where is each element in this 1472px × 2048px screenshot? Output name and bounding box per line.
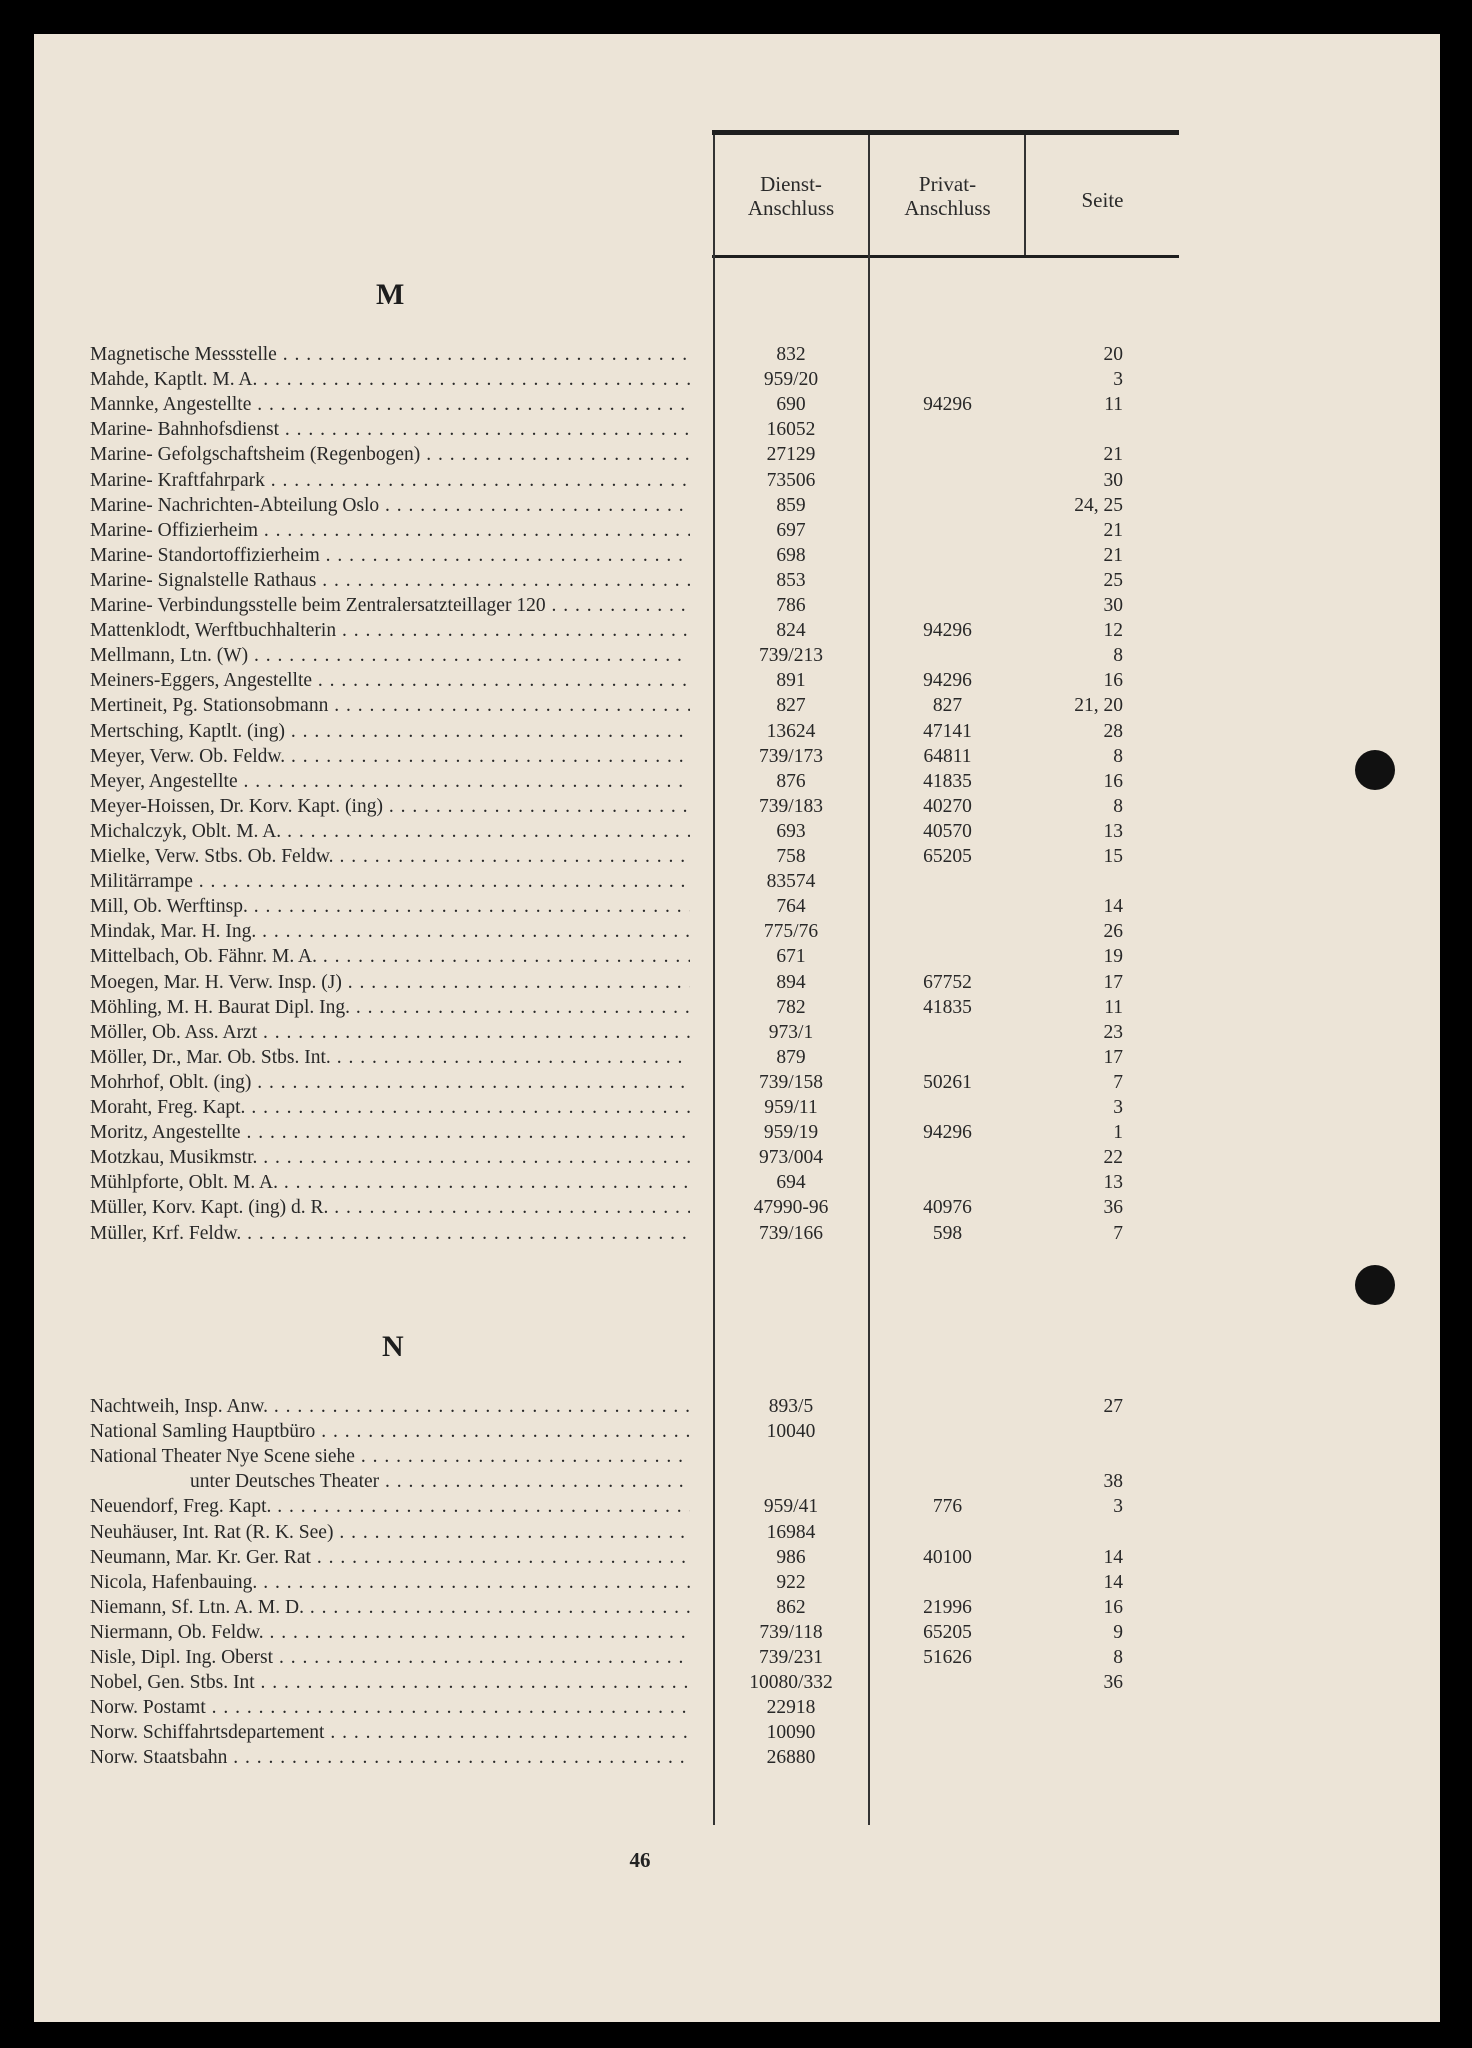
table-row xyxy=(0,1120,1472,1145)
seite-number: 21 xyxy=(1103,444,1123,466)
privat-number: 65205 xyxy=(923,1621,972,1643)
dienst-number: 694 xyxy=(776,1172,806,1194)
entry-name: Müller, Korv. Kapt. (ing) d. R. . . . xyxy=(90,1195,690,1220)
table-row xyxy=(0,1620,1472,1645)
seite-number: 36 xyxy=(1103,1672,1123,1694)
entry-name: Moegen, Mar. H. Verw. Insp. (J) . . . xyxy=(90,970,690,995)
privat-number: 94296 xyxy=(923,670,972,692)
table-row xyxy=(0,518,1472,543)
dienst-number: 859 xyxy=(776,494,806,516)
seite-number: 16 xyxy=(1103,770,1123,792)
dienst-number: 73506 xyxy=(766,469,816,491)
entry-name: Norw. Staatsbahn . . . xyxy=(90,1745,690,1770)
privat-number: 65205 xyxy=(923,846,972,867)
table-row xyxy=(0,593,1472,618)
table-row xyxy=(0,1195,1472,1220)
table-row xyxy=(0,1645,1472,1670)
dienst-number: 824 xyxy=(776,620,806,642)
seite-number: 36 xyxy=(1103,1197,1123,1219)
table-row xyxy=(0,643,1472,668)
dienst-number: 891 xyxy=(776,670,806,692)
dienst-number: 22918 xyxy=(766,1697,816,1719)
dienst-number: 786 xyxy=(776,595,806,616)
seite-number: 38 xyxy=(1103,1471,1123,1493)
entry-name: Michalczyk, Oblt. M. A. . . . xyxy=(90,819,690,844)
entry-name: Motzkau, Musikmstr. . . . xyxy=(90,1145,690,1170)
seite-number: 3 xyxy=(1113,1496,1123,1518)
seite-number: 17 xyxy=(1103,971,1123,993)
dienst-number: 959/11 xyxy=(764,1097,818,1118)
dienst-number: 10090 xyxy=(766,1722,816,1744)
entry-name: Mannke, Angestellte . . . xyxy=(90,392,690,417)
table-row xyxy=(0,668,1472,693)
privat-number: 64811 xyxy=(923,745,972,767)
dienst-number: 739/183 xyxy=(759,795,823,817)
table-row xyxy=(0,1670,1472,1695)
seite-number: 21, 20 xyxy=(1074,695,1123,717)
privat-number: 41835 xyxy=(923,996,972,1018)
dienst-number: 973/004 xyxy=(759,1147,823,1169)
entry-name: Neuhäuser, Int. Rat (R. K. See) . . . xyxy=(90,1520,690,1545)
dienst-number: 690 xyxy=(776,394,806,416)
entry-name: Militärrampe . . . xyxy=(90,869,690,894)
dienst-number: 959/20 xyxy=(763,369,819,391)
seite-number: 8 xyxy=(1113,795,1123,817)
entry-name: Magnetische Messstelle . . . xyxy=(90,342,690,367)
dienst-column-header-text: Dienst- Anschluss xyxy=(747,172,835,220)
entry-name: Nisle, Dipl. Ing. Oberst . . . xyxy=(90,1645,690,1670)
table-row xyxy=(0,944,1472,969)
entry-name: Mielke, Verw. Stbs. Ob. Feldw. . . . xyxy=(90,844,690,869)
dienst-number: 758 xyxy=(776,846,806,867)
table-row xyxy=(0,794,1472,819)
entry-name: Mittelbach, Ob. Fähnr. M. A. . . . xyxy=(90,944,690,969)
table-row xyxy=(0,1045,1472,1070)
table-row xyxy=(0,1020,1472,1045)
table-row xyxy=(0,493,1472,518)
dienst-number: 973/1 xyxy=(768,1021,814,1043)
entry-name: Neuendorf, Freg. Kapt. . . . xyxy=(90,1494,690,1519)
privat-number: 40270 xyxy=(923,795,972,817)
seite-column-header-text: Seite xyxy=(1081,188,1124,212)
table-row xyxy=(0,1419,1472,1444)
seite-number: 22 xyxy=(1103,1147,1123,1169)
seite-number: 14 xyxy=(1103,1571,1123,1593)
table-row xyxy=(0,769,1472,794)
dienst-number: 879 xyxy=(776,1046,806,1068)
seite-number: 7 xyxy=(1113,1071,1123,1093)
privat-number: 827 xyxy=(932,695,963,717)
table-row xyxy=(0,1745,1472,1770)
entry-name: Meyer-Hoissen, Dr. Korv. Kapt. (ing) . . . xyxy=(90,794,690,819)
dienst-number: 827 xyxy=(776,695,806,717)
dienst-number: 16984 xyxy=(766,1521,816,1543)
dienst-number: 697 xyxy=(776,519,806,541)
privat-number: 41835 xyxy=(923,770,972,792)
table-row xyxy=(0,1695,1472,1720)
entry-name: Moraht, Freg. Kapt. . . . xyxy=(90,1095,690,1120)
table-row xyxy=(0,919,1472,944)
table-row xyxy=(0,468,1472,493)
seite-number: 8 xyxy=(1113,745,1123,767)
seite-number: 15 xyxy=(1103,846,1123,867)
dienst-number: 775/76 xyxy=(763,921,819,943)
table-row xyxy=(0,1494,1472,1519)
seite-number: 30 xyxy=(1103,469,1123,491)
seite-number: 26 xyxy=(1103,921,1123,943)
seite-number: 17 xyxy=(1103,1046,1123,1068)
seite-number: 21 xyxy=(1103,544,1123,566)
privat-column-header-text: Privat- Anschluss xyxy=(904,172,991,220)
dienst-number: 26880 xyxy=(766,1747,816,1769)
seite-number: 14 xyxy=(1103,1546,1123,1568)
seite-number: 24, 25 xyxy=(1074,494,1123,516)
entry-name: Meyer, Verw. Ob. Feldw. . . . xyxy=(90,744,690,769)
privat-number: 40976 xyxy=(923,1197,972,1219)
entry-name: Marine- Offizierheim . . . xyxy=(90,518,690,543)
seite-number: 30 xyxy=(1103,595,1123,616)
dienst-number: 959/19 xyxy=(763,1122,819,1144)
dienst-number: 862 xyxy=(776,1596,806,1618)
table-row xyxy=(0,442,1472,467)
table-row xyxy=(0,1570,1472,1595)
dienst-number: 13624 xyxy=(766,720,816,742)
dienst-number: 782 xyxy=(776,996,806,1018)
table-row xyxy=(0,342,1472,367)
seite-number: 11 xyxy=(1104,394,1123,416)
table-row xyxy=(0,693,1472,718)
dienst-number: 876 xyxy=(776,770,806,792)
entry-name: Mahde, Kaptlt. M. A. . . . xyxy=(90,367,690,392)
entry-name: Norw. Postamt . . . xyxy=(90,1695,690,1720)
seite-number: 11 xyxy=(1104,996,1123,1018)
dienst-number: 83574 xyxy=(766,871,816,893)
table-row xyxy=(0,1145,1472,1170)
table-row xyxy=(0,1545,1472,1570)
privat-number: 67752 xyxy=(923,971,972,993)
table-row xyxy=(0,819,1472,844)
privat-number: 94296 xyxy=(923,1122,972,1144)
dienst-number: 693 xyxy=(776,820,806,842)
entry-name: Marine- Signalstelle Rathaus . . . xyxy=(90,568,690,593)
entry-name: Nachtweih, Insp. Anw. . . . xyxy=(90,1394,690,1419)
entry-name: unter Deutsches Theater . . . xyxy=(190,1469,690,1494)
table-row xyxy=(0,568,1472,593)
dienst-number: 739/166 xyxy=(759,1222,823,1244)
table-row xyxy=(0,1520,1472,1545)
dienst-number: 764 xyxy=(776,896,806,918)
header-top-rule xyxy=(712,130,1179,135)
seite-number: 12 xyxy=(1103,620,1123,642)
dienst-number: 47990-96 xyxy=(753,1197,829,1219)
entry-name: National Theater Nye Scene siehe . . . xyxy=(90,1444,690,1469)
entry-name: National Samling Hauptbüro . . . xyxy=(90,1419,690,1444)
dienst-number: 739/173 xyxy=(759,745,823,767)
entry-name: Mühlpforte, Oblt. M. A. . . . xyxy=(90,1170,690,1195)
seite-number: 1 xyxy=(1113,1122,1123,1144)
privat-number: 50261 xyxy=(923,1071,972,1093)
dienst-number: 853 xyxy=(776,569,806,591)
seite-column-header xyxy=(1030,188,1175,212)
seite-number: 21 xyxy=(1103,519,1123,541)
entry-name: Niermann, Ob. Feldw. . . . xyxy=(90,1620,690,1645)
entry-name: Mertsching, Kaptlt. (ing) . . . xyxy=(90,719,690,744)
entry-name: Nicola, Hafenbauing. . . . xyxy=(90,1570,690,1595)
dienst-number: 832 xyxy=(776,344,806,365)
entry-name: Marine- Kraftfahrpark . . . xyxy=(90,468,690,493)
dienst-column-header xyxy=(716,172,866,220)
dienst-number: 10040 xyxy=(766,1421,816,1443)
entry-name: Neumann, Mar. Kr. Ger. Rat . . . xyxy=(90,1545,690,1570)
entry-name: Niemann, Sf. Ltn. A. M. D. . . . xyxy=(90,1595,690,1620)
entry-name: Marine- Verbindungsstelle beim Zentralersatzteillager 120 . . . xyxy=(90,593,690,618)
table-row xyxy=(0,995,1472,1020)
dienst-number: 739/118 xyxy=(759,1621,823,1643)
entry-name: Mindak, Mar. H. Ing. . . . xyxy=(90,919,690,944)
dienst-number: 894 xyxy=(776,971,806,993)
privat-number: 94296 xyxy=(923,394,972,416)
table-row xyxy=(0,744,1472,769)
table-row xyxy=(0,543,1472,568)
section-letter-n: N xyxy=(382,1330,404,1363)
table-row xyxy=(0,970,1472,995)
table-row xyxy=(0,1469,1472,1494)
seite-number: 13 xyxy=(1103,820,1123,842)
table-row xyxy=(0,1095,1472,1120)
table-row xyxy=(0,1221,1472,1246)
entry-name: Meiners-Eggers, Angestellte . . . xyxy=(90,668,690,693)
seite-number: 3 xyxy=(1113,1097,1123,1118)
table-row xyxy=(0,392,1472,417)
table-row xyxy=(0,1394,1472,1419)
seite-number: 3 xyxy=(1113,369,1123,391)
seite-number: 27 xyxy=(1103,1396,1123,1417)
entry-name: Meyer, Angestellte . . . xyxy=(90,769,690,794)
privat-number: 776 xyxy=(932,1496,963,1518)
privat-number: 94296 xyxy=(923,620,972,642)
seite-number: 25 xyxy=(1103,569,1123,591)
dienst-number: 959/41 xyxy=(763,1496,819,1518)
dienst-number: 698 xyxy=(776,544,806,566)
table-row xyxy=(0,367,1472,392)
seite-number: 16 xyxy=(1103,670,1123,692)
privat-number: 40100 xyxy=(923,1546,972,1568)
seite-number: 20 xyxy=(1103,344,1123,365)
dienst-number: 16052 xyxy=(766,419,816,441)
entry-name: Nobel, Gen. Stbs. Int . . . xyxy=(90,1670,690,1695)
entry-name: Mellmann, Ltn. (W) . . . xyxy=(90,643,690,668)
dienst-number: 671 xyxy=(776,946,806,968)
entry-name: Möller, Ob. Ass. Arzt . . . xyxy=(90,1020,690,1045)
header-bottom-rule xyxy=(712,255,1179,258)
privat-number: 21996 xyxy=(923,1596,972,1618)
seite-number: 19 xyxy=(1103,946,1123,968)
table-row xyxy=(0,894,1472,919)
table-row xyxy=(0,719,1472,744)
entry-name: Müller, Krf. Feldw. . . . xyxy=(90,1221,690,1246)
punch-hole-upper xyxy=(1355,750,1395,790)
privat-number: 51626 xyxy=(923,1647,972,1668)
entry-name: Mill, Ob. Werftinsp. . . . xyxy=(90,894,690,919)
entry-name: Marine- Standortoffizierheim . . . xyxy=(90,543,690,568)
dienst-number: 10080/332 xyxy=(749,1672,833,1694)
entry-name: Marine- Bahnhofsdienst . . . xyxy=(90,417,690,442)
dienst-number: 739/231 xyxy=(759,1647,823,1668)
seite-number: 16 xyxy=(1103,1596,1123,1618)
dienst-number: 893/5 xyxy=(768,1396,814,1417)
dienst-number: 986 xyxy=(776,1546,806,1568)
page-number: 46 xyxy=(629,1848,651,1872)
punch-hole-lower xyxy=(1355,1265,1395,1305)
seite-number: 23 xyxy=(1103,1021,1123,1043)
table-row xyxy=(0,618,1472,643)
entry-name: Moritz, Angestellte . . . xyxy=(90,1120,690,1145)
dienst-number: 739/158 xyxy=(759,1071,823,1093)
privat-number: 598 xyxy=(932,1222,963,1244)
seite-number: 8 xyxy=(1113,645,1123,667)
table-row xyxy=(0,417,1472,442)
entry-name: Mattenklodt, Werftbuchhalterin . . . xyxy=(90,618,690,643)
table-row xyxy=(0,844,1472,869)
seite-number: 8 xyxy=(1113,1647,1123,1668)
table-row xyxy=(0,1444,1472,1469)
seite-number: 14 xyxy=(1103,896,1123,918)
entry-name: Mohrhof, Oblt. (ing) . . . xyxy=(90,1070,690,1095)
seite-number: 9 xyxy=(1113,1621,1123,1643)
seite-number: 7 xyxy=(1113,1222,1123,1244)
table-row xyxy=(0,869,1472,894)
dienst-number: 739/213 xyxy=(759,645,823,667)
table-row xyxy=(0,1720,1472,1745)
privat-number: 47141 xyxy=(923,720,972,742)
table-row xyxy=(0,1595,1472,1620)
privat-number: 40570 xyxy=(923,820,972,842)
entry-name: Möhling, M. H. Baurat Dipl. Ing. . . . xyxy=(90,995,690,1020)
entry-name: Marine- Gefolgschaftsheim (Regenbogen) . . . xyxy=(90,442,690,467)
table-row xyxy=(0,1170,1472,1195)
entry-name: Norw. Schiffahrtsdepartement . . . xyxy=(90,1720,690,1745)
entry-name: Marine- Nachrichten-Abteilung Oslo . . . xyxy=(90,493,690,518)
dienst-number: 922 xyxy=(776,1571,806,1593)
dienst-number: 27129 xyxy=(766,444,816,466)
table-row xyxy=(0,1070,1472,1095)
section-letter-m: M xyxy=(376,278,405,311)
entry-name: Möller, Dr., Mar. Ob. Stbs. Int. . . . xyxy=(90,1045,690,1070)
entry-name: Mertineit, Pg. Stationsobmann . . . xyxy=(90,693,690,718)
privat-column-header xyxy=(870,172,1025,220)
seite-number: 28 xyxy=(1103,720,1123,742)
seite-number: 13 xyxy=(1103,1172,1123,1194)
